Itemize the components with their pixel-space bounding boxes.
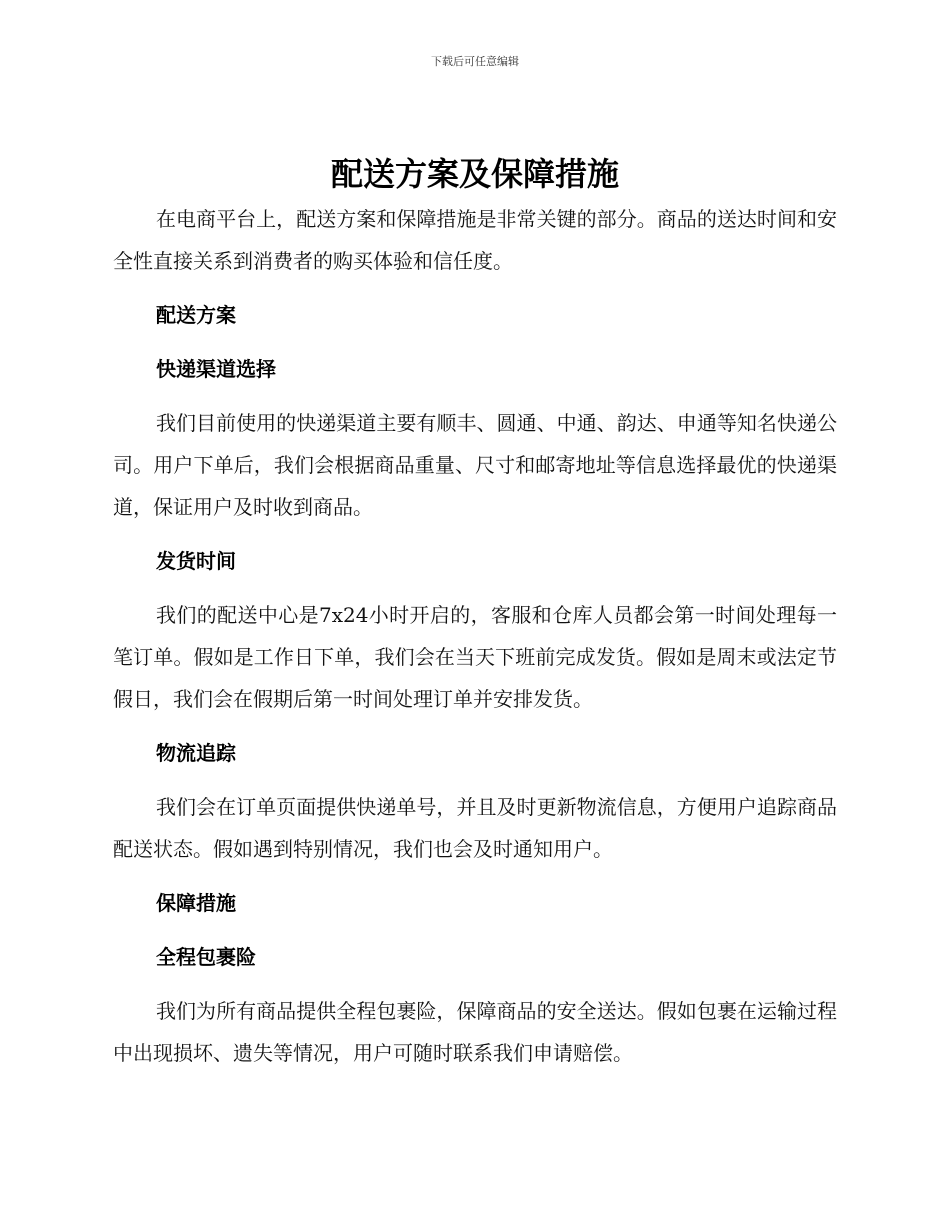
intro-paragraph: 在电商平台上，配送方案和保障措施是非常关键的部分。商品的送达时间和安全性直接关系到消费者的购买体验和信任度。 <box>113 207 837 273</box>
spacer <box>113 528 837 540</box>
spacer <box>113 336 837 348</box>
spacer <box>113 282 837 294</box>
paragraph-package-insurance: 我们为所有商品提供全程包裹险，保障商品的安全送达。假如包裹在运输过程中出现损坏、遗失等情况，用户可随时联系我们申请赔偿。 <box>113 999 837 1065</box>
spacer <box>113 870 837 882</box>
spacer <box>113 774 837 786</box>
spacer <box>113 924 837 936</box>
subheading-shipping-time: 发货时间 <box>156 549 236 573</box>
header-note: 下载后可任意编辑 <box>431 55 519 68</box>
spacer <box>113 390 837 402</box>
paragraph-shipping-time: 我们的配送中心是7x24小时开启的，客服和仓库人员都会第一时间处理每一笔订单。假如是工作日下单，我们会在当天下班前完成发货。假如是周末或法定节假日，我们会在假期后第一时间处理订单并安排发货。 <box>113 603 837 711</box>
subheading-package-insurance: 全程包裹险 <box>156 945 256 969</box>
paragraph-logistics-tracking: 我们会在订单页面提供快递单号，并且及时更新物流信息，方便用户追踪商品配送状态。假如遇到特别情况，我们也会及时通知用户。 <box>113 795 837 861</box>
subheading-logistics-tracking: 物流追踪 <box>156 741 236 765</box>
paragraph-courier-selection: 我们目前使用的快递渠道主要有顺丰、圆通、中通、韵达、申通等知名快递公司。用户下单后，我们会根据商品重量、尺寸和邮寄地址等信息选择最优的快递渠道，保证用户及时收到商品。 <box>113 411 837 519</box>
subheading-courier-selection: 快递渠道选择 <box>156 357 276 381</box>
document-body <box>113 150 837 1074</box>
section-heading-delivery-plan: 配送方案 <box>156 303 236 327</box>
spacer <box>113 978 837 990</box>
section-heading-guarantee-measures: 保障措施 <box>156 891 236 915</box>
spacer <box>113 582 837 594</box>
document-title: 配送方案及保障措施 <box>330 155 619 193</box>
spacer <box>113 720 837 732</box>
